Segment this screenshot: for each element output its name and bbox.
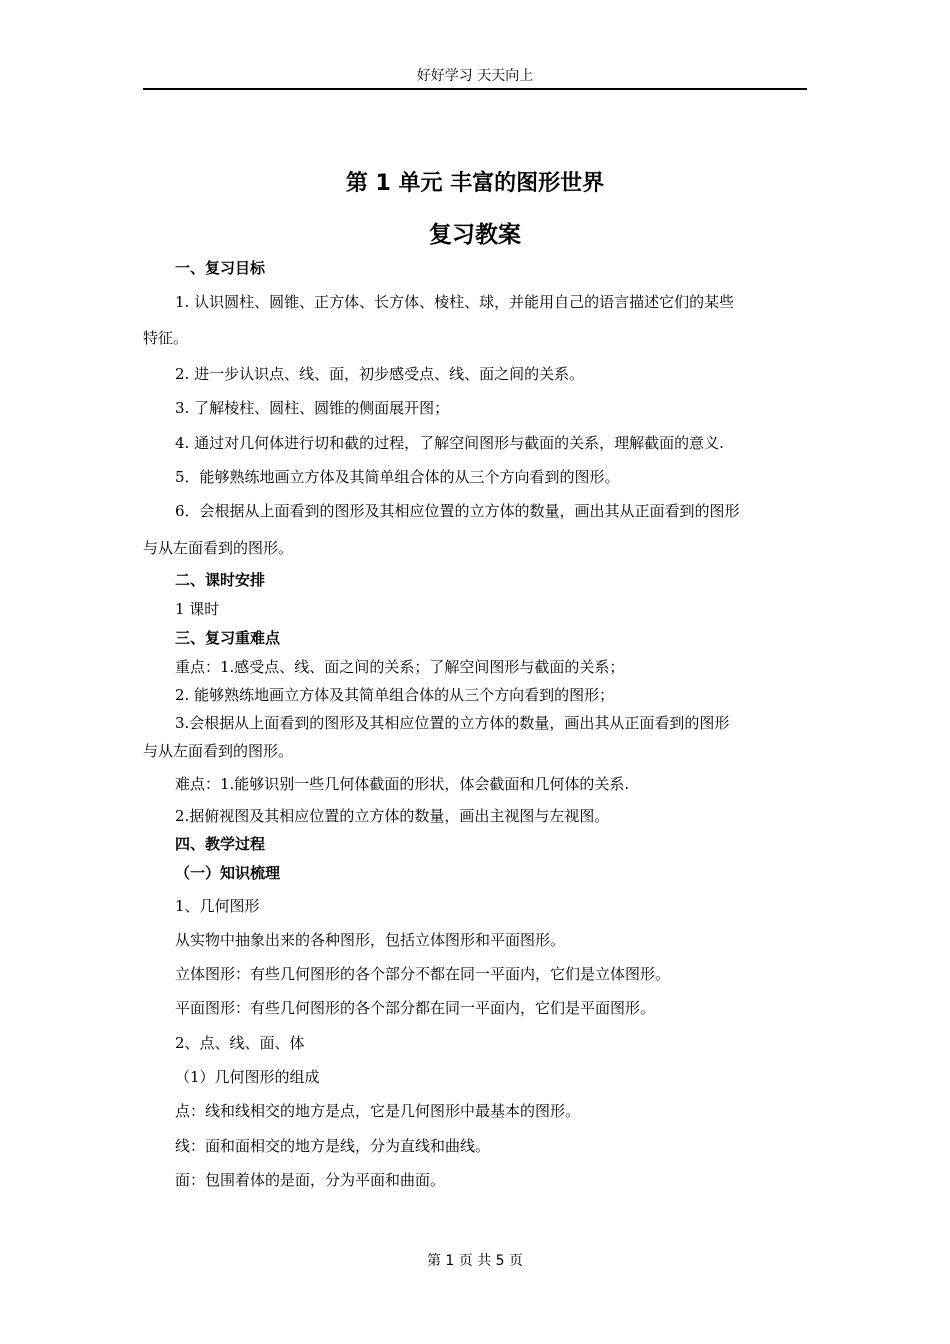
knowledge-1a: 从实物中抽象出来的各种图形，包括立体图形和平面图形。: [175, 931, 566, 949]
difficulty-1: 难点：1.能够识别一些几何体截面的形状，体会截面和几何体的关系.: [175, 775, 630, 793]
key-point-2: 2. 能够熟练地画立方体及其简单组合体的从三个方向看到的图形；: [175, 686, 615, 704]
section-heading-process: 四、教学过程: [175, 835, 266, 853]
difficulty-2: 2.据俯视图及其相应位置的立方体的数量，画出主视图与左视图。: [175, 807, 610, 825]
key-point-1: 重点：1.感受点、线、面之间的关系；了解空间图形与截面的关系；: [175, 658, 625, 676]
goal-6-cont: 与从左面看到的图形。: [143, 539, 294, 557]
knowledge-2b: 点：线和线相交的地方是点，它是几何图形中最基本的图形。: [175, 1102, 581, 1120]
knowledge-2a: （1）几何图形的组成: [175, 1068, 320, 1086]
goal-2: 2. 进一步认识点、线、面，初步感受点、线、面之间的关系。: [175, 365, 585, 383]
goal-5: 5．能够熟练地画立方体及其简单组合体的从三个方向看到的图形。: [175, 468, 620, 486]
knowledge-2: 2、点、线、面、体: [175, 1034, 305, 1052]
knowledge-2d: 面：包围着体的是面，分为平面和曲面。: [175, 1171, 446, 1189]
subsection-heading-knowledge: （一）知识梳理: [175, 864, 281, 882]
header-rule: [143, 88, 807, 90]
class-hours: 1 课时: [175, 600, 220, 618]
section-heading-key-points: 三、复习重难点: [175, 629, 281, 647]
document-title: 第 1 单元 丰富的图形世界: [345, 171, 605, 196]
key-point-3-cont: 与从左面看到的图形。: [143, 742, 294, 760]
knowledge-1: 1、几何图形: [175, 897, 260, 915]
knowledge-1b: 立体图形：有些几何图形的各个部分不都在同一平面内，它们是立体图形。: [175, 965, 671, 983]
document-subtitle: 复习教案: [429, 222, 521, 248]
goal-6: 6．会根据从上面看到的图形及其相应位置的立方体的数量，画出其从正面看到的图形: [175, 502, 740, 520]
page-header: 好好学习 天天向上: [416, 68, 534, 84]
goal-3: 3. 了解棱柱、圆柱、圆锥的侧面展开图；: [175, 399, 450, 417]
goal-4: 4. 通过对几何体进行切和截的过程，了解空间图形与截面的关系，理解截面的意义.: [175, 434, 724, 452]
knowledge-1c: 平面图形：有些几何图形的各个部分都在同一平面内，它们是平面图形。: [175, 999, 656, 1017]
knowledge-2c: 线：面和面相交的地方是线，分为直线和曲线。: [175, 1137, 491, 1155]
goal-1-cont: 特征。: [143, 329, 189, 347]
page-footer: 第 1 页 共 5 页: [426, 1253, 524, 1269]
key-point-3: 3.会根据从上面看到的图形及其相应位置的立方体的数量，画出其从正面看到的图形: [175, 714, 730, 732]
section-heading-goals: 一、复习目标: [175, 259, 266, 277]
goal-1: 1. 认识圆柱、圆锥、正方体、长方体、棱柱、球，并能用自己的语言描述它们的某些: [175, 293, 735, 311]
section-heading-schedule: 二、课时安排: [175, 571, 266, 589]
